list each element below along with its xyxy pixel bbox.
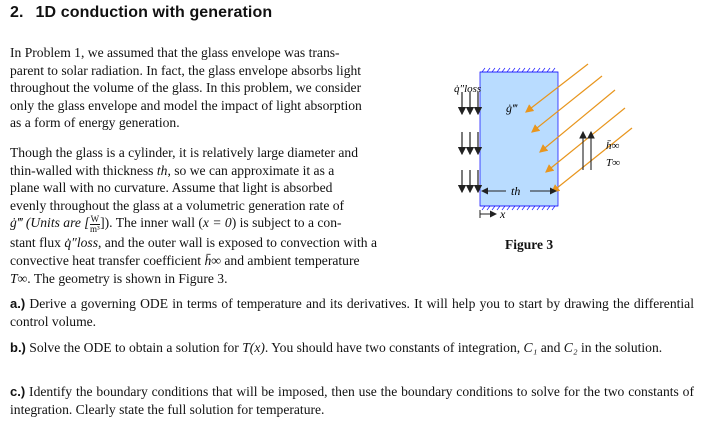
problem-heading (10, 4, 272, 22)
question-a: a.) Derive a governing ODE in terms of temperature and its derivatives. It will help you to start by drawing the differential control volume. (10, 296, 694, 329)
para2-line: Though the glass is a cylinder, it is relatively large diameter and (10, 145, 359, 160)
x-label: x (500, 207, 506, 221)
para1-line: only the glass envelope and model the impact of light absorption (10, 97, 362, 113)
h-label: h̄∞ (606, 140, 620, 152)
para1-line: In Problem 1, we assumed that the glass envelope was trans- (10, 45, 340, 60)
paragraph-1 (10, 44, 390, 132)
para2-line: thin-walled with thickness th, so we can approximate it as a (10, 162, 335, 178)
para2-line: T∞. The geometry is shown in Figure 3. (10, 270, 228, 286)
t-ambient-label: T∞ (606, 157, 620, 169)
thickness-var: th (156, 162, 168, 178)
generation-label: ġ‴ (506, 101, 518, 115)
qloss-label: q̇″loss (454, 83, 482, 95)
question-c: c.) Identify the boundary conditions that will be imposed, then use the boundary conditions to solve for the two constants of integration. Clearly state the full solution for temperature. (10, 384, 694, 417)
para1-line: parent to solar radiation. In fact, the glass envelope absorbs light (10, 62, 362, 78)
hatch-top (482, 68, 555, 72)
para2-line: stant flux q̇″loss, and the outer wall is exposed to convection with a (10, 235, 377, 251)
figure-3-diagram (420, 60, 650, 235)
para2-line: evenly throughout the glass at a volumetric generation rate of (10, 197, 345, 213)
paragraph-2 (10, 144, 390, 287)
para2-line: convective heat transfer coefficient h̄∞ and ambient temperature (10, 252, 360, 268)
problem-number: 2. (10, 4, 24, 21)
unit-fraction: $\frac{W}{\text{m³}}$ (89, 214, 100, 235)
question-b: b.) Solve the ODE to obtain a solution for T(x). You should have two constants of integration, C₁ and C₂ in the solution. (10, 340, 663, 355)
figure-caption: Figure 3 (505, 237, 554, 252)
problem-title: 1D conduction with generation (35, 4, 273, 21)
qloss-arrows (462, 92, 478, 192)
para1-line: as a form of energy generation. (10, 115, 180, 131)
hatch-bottom (482, 206, 555, 210)
para2-line: ġ‴ (Units are [ $\frac{W}{\text{m³}}$ ]). The inner wall (x = 0) is subject to a con- (10, 214, 342, 235)
para2-line: plane wall with no curvature. Assume that light is absorbed (10, 180, 333, 196)
thickness-label: th (511, 184, 521, 198)
para1-line: throughout the volume of the glass. In this problem, we consider (10, 80, 362, 96)
